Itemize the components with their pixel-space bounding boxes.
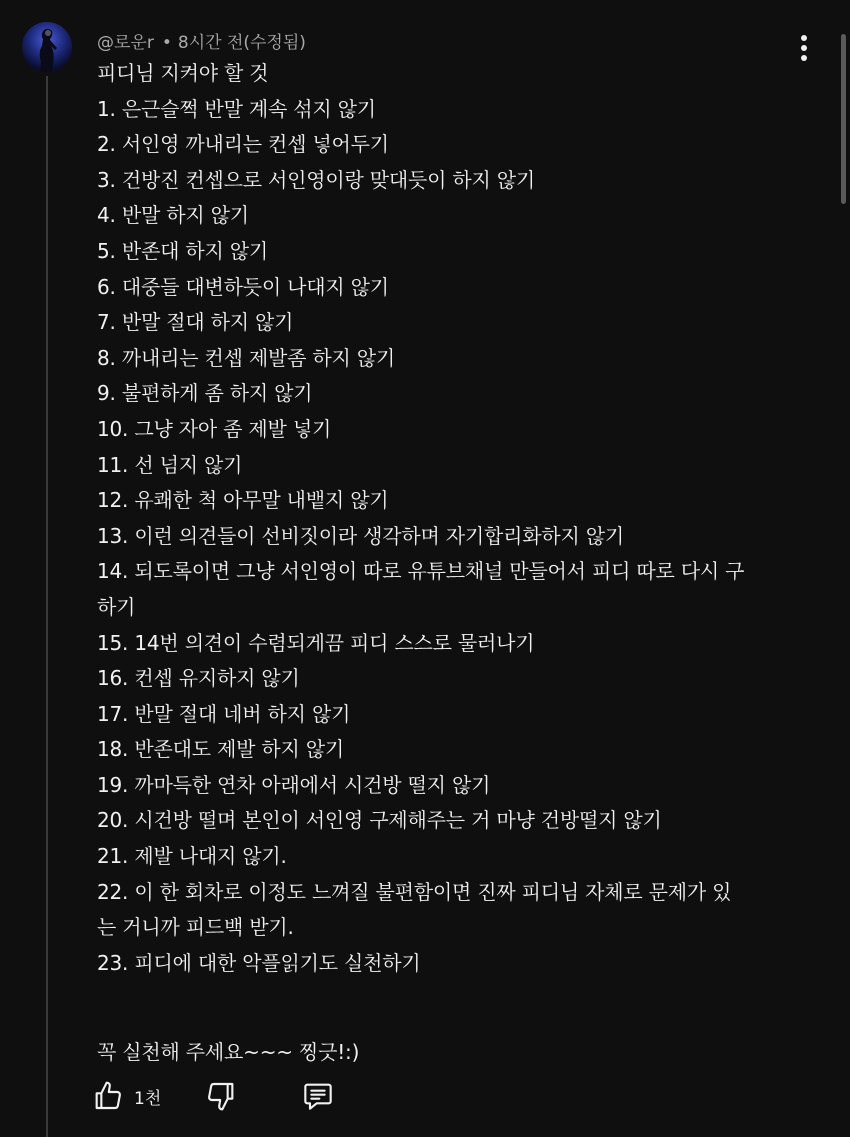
comment-line: 17. 반말 절대 네버 하지 않기	[97, 701, 351, 726]
comment-line: 16. 컨셉 유지하지 않기	[97, 666, 300, 691]
comment-line: 4. 반말 하지 않기	[97, 203, 249, 228]
thumbs-up-icon	[92, 1080, 124, 1112]
comment-timestamp[interactable]: 8시간 전(수정됨)	[177, 33, 306, 53]
comment-line: 9. 불편하게 좀 하지 않기	[97, 381, 313, 406]
comment-line: 는 거니까 피드백 받기.	[97, 915, 294, 940]
reply-button[interactable]	[302, 1076, 334, 1116]
comment-text	[97, 56, 797, 1071]
comment-line: 14. 되도록이면 그냥 서인영이 따로 유튜브채널 만들어서 피디 따로 다시 구	[97, 559, 745, 584]
like-button[interactable]	[92, 1076, 161, 1116]
comment-line: 23. 피디에 대한 악플읽기도 실천하기	[97, 950, 421, 975]
comment-closing-line: 꼭 실천해 주세요~~~ 찡긋!:)	[97, 1040, 360, 1065]
comment-line: 피디님 지켜야 할 것	[97, 61, 269, 85]
like-count: 1천	[134, 1088, 162, 1109]
comment-line: 22. 이 한 회차로 이정도 느껴질 불편함이면 진짜 피디님 자체로 문제가 있	[97, 879, 732, 904]
comment-line: 15. 14번 의견이 수렴되게끔 피디 스스로 물러나기	[97, 630, 535, 655]
comment-author[interactable]: @로운r	[97, 33, 154, 53]
comment-line: 13. 이런 의견들이 선비짓이라 생각하며 자기합리화하지 않기	[97, 523, 625, 548]
comment-actions	[92, 1076, 352, 1116]
comment-line: 11. 선 넘지 않기	[97, 452, 243, 477]
comment-line: 21. 제발 나대지 않기.	[97, 844, 287, 869]
comment-line: 18. 반존대도 제발 하지 않기	[97, 737, 345, 762]
comment-line: 20. 시건방 떨며 본인이 서인영 구제해주는 거 마냥 건방떨지 않기	[97, 808, 662, 833]
avatar-image	[22, 22, 72, 72]
comment-line: 1. 은근슬쩍 반말 계속 섞지 않기	[97, 96, 376, 121]
comment-line: 5. 반존대 하지 않기	[97, 238, 268, 263]
comment-line: 3. 건방진 컨셉으로 서인영이랑 맞대듯이 하지 않기	[97, 167, 536, 192]
comment-line: 하기	[97, 594, 136, 619]
avatar[interactable]	[22, 22, 72, 72]
more-vertical-icon-dot	[801, 45, 807, 51]
blank-line	[97, 981, 797, 1017]
comment-line: 12. 유쾌한 척 아무말 내뱉지 않기	[97, 488, 389, 513]
comment-line: 7. 반말 절대 하지 않기	[97, 310, 294, 335]
meta-separator: •	[161, 33, 172, 53]
scrollbar-thumb[interactable]	[841, 34, 846, 204]
comment-meta	[97, 28, 306, 52]
thread-line	[46, 76, 48, 1137]
comment-line: 8. 까내리는 컨셉 제발좀 하지 않기	[97, 345, 396, 370]
comment-icon	[302, 1080, 334, 1112]
dislike-button[interactable]	[205, 1076, 237, 1116]
comment-line: 2. 서인영 까내리는 컨셉 넣어두기	[97, 132, 389, 157]
thumbs-down-icon	[205, 1080, 237, 1112]
comment-line: 6. 대중들 대변하듯이 나대지 않기	[97, 274, 389, 299]
more-vertical-icon-dot	[801, 55, 807, 61]
comment-line: 10. 그냥 자아 좀 제발 넣기	[97, 416, 332, 441]
comment-line: 19. 까마득한 연차 아래에서 시건방 떨지 않기	[97, 772, 491, 797]
more-vertical-icon	[801, 35, 807, 41]
